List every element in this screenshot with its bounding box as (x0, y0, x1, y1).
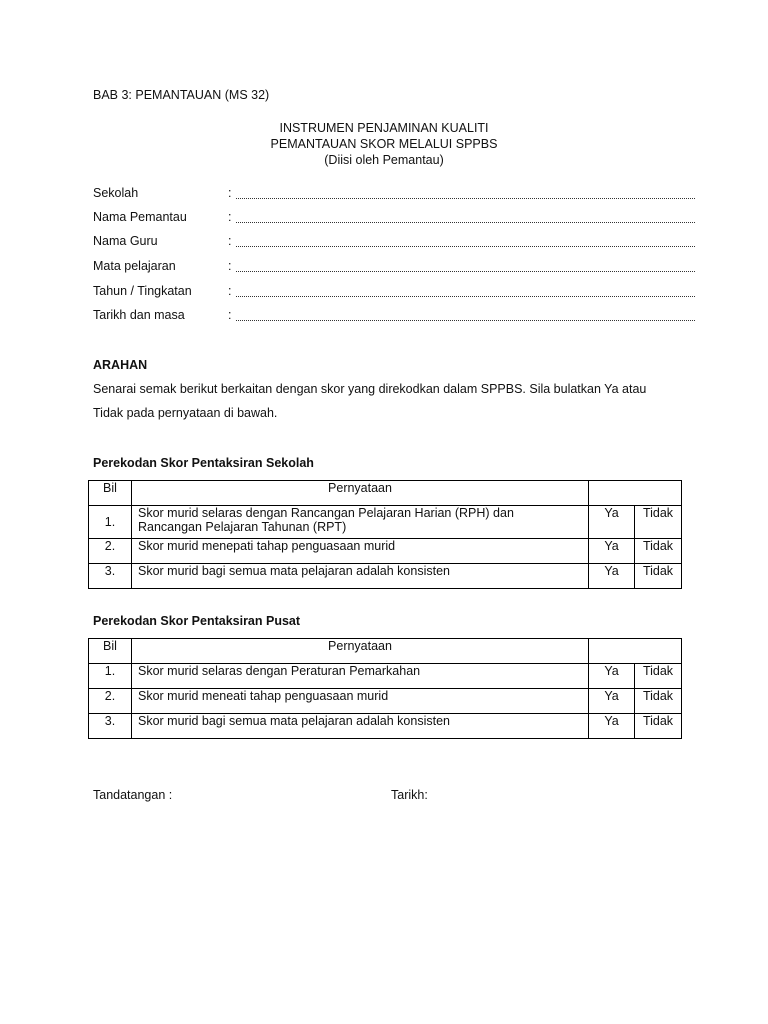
form-field-tarikh-dan-masa[interactable] (93, 308, 695, 324)
table-row (89, 664, 682, 689)
field-label: Tahun / Tingkatan (93, 284, 192, 298)
header-blank (589, 639, 682, 664)
option-tidak[interactable]: Tidak (635, 506, 682, 539)
table-row (89, 506, 682, 539)
row-bil: 3. (89, 564, 132, 589)
table-row (89, 714, 682, 739)
field-colon: : (228, 234, 232, 248)
option-ya[interactable]: Ya (589, 564, 635, 589)
fill-in-line[interactable] (236, 271, 695, 272)
form-field-tahun-tingkatan[interactable] (93, 284, 695, 300)
row-pernyataan: Skor murid menepati tahap penguasaan murid (132, 539, 589, 564)
statement-line: Rancangan Pelajaran Tahunan (RPT) (138, 520, 347, 534)
option-tidak[interactable]: Tidak (635, 539, 682, 564)
title-line-2: PEMANTAUAN SKOR MELALUI SPPBS (270, 137, 498, 151)
header-pernyataan: Pernyataan (132, 481, 589, 506)
header-bil: Bil (89, 481, 132, 506)
section-pusat-heading: Perekodan Skor Pentaksiran Pusat (93, 614, 301, 628)
field-colon: : (228, 284, 232, 298)
date-label: Tarikh: (391, 788, 428, 802)
form-field-mata-pelajaran[interactable] (93, 259, 695, 275)
table-row (89, 539, 682, 564)
option-tidak[interactable]: Tidak (635, 664, 682, 689)
row-pernyataan (132, 506, 589, 539)
row-bil: 3. (89, 714, 132, 739)
table-row (89, 564, 682, 589)
option-ya[interactable]: Ya (589, 664, 635, 689)
arahan-heading: ARAHAN (93, 358, 148, 372)
table-header-row (89, 639, 682, 664)
field-colon: : (228, 210, 232, 224)
row-bil: 1. (89, 506, 132, 539)
field-label: Mata pelajaran (93, 259, 176, 273)
row-pernyataan: Skor murid selaras dengan Peraturan Pemarkahan (132, 664, 589, 689)
fill-in-line[interactable] (236, 246, 695, 247)
option-ya[interactable]: Ya (589, 689, 635, 714)
option-ya[interactable]: Ya (589, 506, 635, 539)
option-ya[interactable]: Ya (589, 714, 635, 739)
checklist-table-sekolah (88, 480, 682, 589)
row-bil: 1. (89, 664, 132, 689)
header-blank (589, 481, 682, 506)
row-pernyataan: Skor murid bagi semua mata pelajaran adalah konsisten (132, 714, 589, 739)
row-pernyataan: Skor murid meneati tahap penguasaan murid (132, 689, 589, 714)
arahan-text-line-1: Senarai semak berikut berkaitan dengan skor yang direkodkan dalam SPPBS. Sila bulatkan Ya atau (93, 382, 647, 396)
field-colon: : (228, 259, 232, 273)
header-bil: Bil (89, 639, 132, 664)
arahan-text-line-2: Tidak pada pernyataan di bawah. (93, 406, 278, 420)
field-colon: : (228, 186, 232, 200)
option-ya[interactable]: Ya (589, 539, 635, 564)
fill-in-line[interactable] (236, 296, 695, 297)
header-pernyataan: Pernyataan (132, 639, 589, 664)
fill-in-line[interactable] (236, 222, 695, 223)
table-header-row (89, 481, 682, 506)
option-tidak[interactable]: Tidak (635, 689, 682, 714)
section-sekolah-heading: Perekodan Skor Pentaksiran Sekolah (93, 456, 314, 470)
field-label: Nama Pemantau (93, 210, 187, 224)
chapter-heading: BAB 3: PEMANTAUAN (MS 32) (93, 88, 270, 102)
field-label: Nama Guru (93, 234, 158, 248)
option-tidak[interactable]: Tidak (635, 714, 682, 739)
table-row (89, 689, 682, 714)
title-line-1: INSTRUMEN PENJAMINAN KUALITI (279, 121, 489, 135)
form-field-sekolah[interactable] (93, 186, 695, 202)
fill-in-line[interactable] (236, 320, 695, 321)
option-tidak[interactable]: Tidak (635, 564, 682, 589)
fill-in-line[interactable] (236, 198, 695, 199)
statement-line: Skor murid selaras dengan Rancangan Pelajaran Harian (RPH) dan (138, 506, 514, 520)
field-label: Tarikh dan masa (93, 308, 185, 322)
row-bil: 2. (89, 539, 132, 564)
title-line-3: (Diisi oleh Pemantau) (324, 153, 444, 167)
checklist-table-pusat (88, 638, 682, 739)
form-field-nama-guru[interactable] (93, 234, 695, 250)
signature-label: Tandatangan : (93, 788, 173, 802)
row-pernyataan: Skor murid bagi semua mata pelajaran adalah konsisten (132, 564, 589, 589)
field-label: Sekolah (93, 186, 139, 200)
form-field-nama-pemantau[interactable] (93, 210, 695, 226)
row-bil: 2. (89, 689, 132, 714)
field-colon: : (228, 308, 232, 322)
